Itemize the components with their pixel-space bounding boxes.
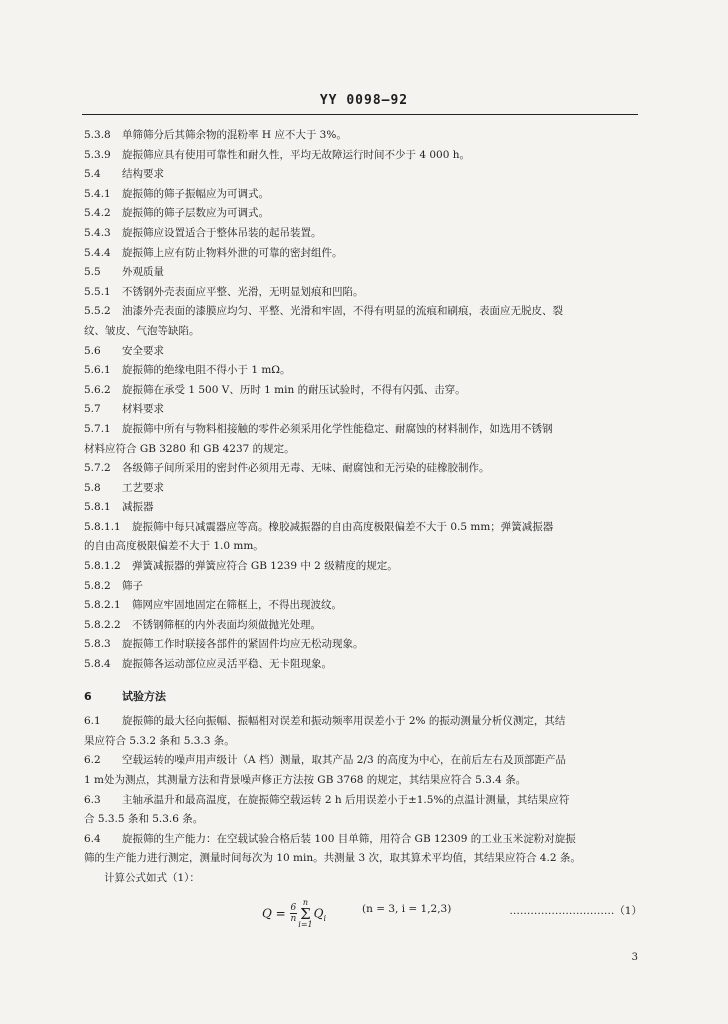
clause-number: 5.8.4 [84, 658, 111, 671]
clause-number: 5.8.3 [84, 638, 111, 651]
clause-number: 5.8.1.1 [84, 520, 121, 533]
clause-text: 主轴承温升和最高温度，在旋振筛空载运转 2 h 后用误差小于±1.5%的点温计测量，其结果应符 [122, 793, 570, 806]
clause-number: 5.6 [84, 344, 101, 357]
clause-text: 旋振筛的最大径向振幅、振幅相对误差和振动频率用误差小于 2% 的振动测量分析仪测定，其结 [122, 715, 566, 728]
calc-intro: 计算公式如式（1）： [104, 871, 200, 884]
formula-fraction: $\frac{6}{n}$ [290, 903, 297, 925]
paragraph-line [84, 712, 642, 732]
page-number: 3 [631, 952, 638, 963]
clause-line [84, 616, 642, 636]
clause-text: 旋振筛各运动部位应灵活平稳、无卡阻现象。 [122, 658, 332, 671]
clause-line [84, 400, 642, 420]
clause-text: 结构要求 [122, 168, 164, 181]
clause-text: 不锈钢筛框的内外表面均须做抛光处理。 [132, 618, 321, 631]
clause-text: 旋振筛在承受 1 500 V、历时 1 min 的耐压试验时，不得有闪弧、击穿。 [122, 383, 466, 396]
clause-line [84, 244, 642, 264]
clause-number: 5.8.1 [84, 501, 111, 514]
clause-number: 5.8 [84, 481, 101, 494]
clause-line [84, 381, 642, 401]
clause-text: 筛网应牢固地固定在筛框上，不得出现波纹。 [132, 599, 342, 612]
formula-condition: (n = 3, i = 1,2,3) [362, 902, 452, 915]
clause-line [84, 498, 642, 518]
clause-number: 5.5.1 [84, 285, 111, 298]
clause-text: 安全要求 [122, 344, 164, 357]
clause-line [84, 655, 642, 675]
clause-list [84, 126, 642, 675]
formula-reference: …………………………（1） [509, 904, 642, 917]
clause-number: 6.2 [84, 754, 101, 767]
clause-line [84, 185, 642, 205]
clause-text: 旋振筛应具有使用可靠性和耐久性，平均无故障运行时间不少于 4 000 h。 [122, 148, 470, 161]
clause-text: 旋振筛的生产能力：在空载试验合格后装 100 目单筛，用符合 GB 12309 的工业玉米淀粉对旋振 [122, 832, 576, 845]
clause-line [84, 283, 642, 303]
clause-number: 5.5 [84, 266, 101, 279]
clause-text: 单筛筛分后其筛余物的混粉率 H 应不大于 3%。 [122, 129, 347, 141]
clause-text: 的自由高度极限偏差不大于 1.0 mm。 [84, 540, 264, 553]
clause-text: 弹簧减振器的弹簧应符合 GB 1239 中 2 级精度的规定。 [132, 560, 398, 573]
clause-number: 5.3.9 [84, 148, 111, 161]
clause-line [84, 479, 642, 499]
clause-line [84, 302, 642, 322]
clause-text: 旋振筛中所有与物料相接触的零件必须采用化学性能稳定、耐腐蚀的材料制作，如选用不锈钢 [122, 422, 553, 435]
clause-number: 5.4.1 [84, 187, 111, 200]
clause-line [84, 577, 642, 597]
clause-text: 旋振筛的绝缘电阻不得小于 1 mΩ。 [122, 364, 291, 377]
clause-number: 5.6.2 [84, 383, 111, 396]
clause-line [84, 342, 642, 362]
standard-code-header: YY 0098—92 [319, 93, 409, 108]
clause-text: 旋振筛的筛子层数应为可调式。 [122, 207, 269, 220]
clause-text: 旋振筛应设置适合于整体吊装的起吊装置。 [122, 226, 322, 239]
clause-text: 工艺要求 [122, 481, 164, 494]
clause-line [84, 557, 642, 577]
clause-number: 5.4.3 [84, 226, 111, 239]
clause-number: 6.4 [84, 832, 101, 845]
clause-text: 旋振筛中每只减震器应等高。橡胶减振器的自由高度极限偏差不大于 0.5 mm；弹簧减振器 [132, 520, 554, 533]
clause-line [84, 537, 642, 557]
paragraph-continuation: 筛的生产能力进行测定，测量时间每次为 10 min。共测量 3 次，取其算术平均值，其结果应符合 4.2 条。 [84, 852, 581, 865]
clause-line [84, 361, 642, 381]
clause-line [84, 440, 642, 460]
sum-symbol: n Σ i=1 [298, 897, 313, 929]
document-body [84, 126, 642, 935]
test-method-paragraphs [84, 712, 642, 869]
clause-line [84, 224, 642, 244]
clause-text: 材料要求 [122, 403, 164, 416]
clause-line [84, 518, 642, 538]
clause-number: 5.8.1.2 [84, 560, 121, 573]
clause-line [84, 596, 642, 616]
paragraph-continuation: 1 m处为测点，其测量方法和背景噪声修正方法按 GB 3768 的规定，其结果应符合 5.3.4 条。 [84, 774, 527, 786]
clause-line [84, 165, 642, 185]
clause-line [84, 146, 642, 166]
clause-number: 6.1 [84, 715, 101, 728]
clause-text: 不锈钢外壳表面应平整、光滑，无明显划痕和凹陷。 [122, 285, 364, 298]
clause-number: 5.4.4 [84, 246, 111, 259]
clause-number: 6.3 [84, 793, 101, 806]
formula-expression: Q = $\frac{6}{n}n$ Σ $i=1Q_i$ [262, 897, 327, 929]
clause-number: 5.4.2 [84, 207, 111, 220]
section-title: 试验方法 [122, 689, 166, 703]
clause-line [84, 204, 642, 224]
clause-text: 空载运转的噪声用声级计（A 档）测量，取其产品 2/3 的高度为中心，在前后左右及顶部距产品 [122, 754, 566, 767]
paragraph-continuation: 合 5.3.5 条和 5.3.6 条。 [84, 813, 204, 826]
formula-block [84, 895, 642, 935]
clause-text: 外观质量 [122, 266, 164, 279]
clause-text: 旋振筛上应有防止物料外泄的可靠的密封组件。 [122, 246, 343, 259]
clause-number: 5.8.2.1 [84, 599, 121, 612]
clause-number: 5.8.2.2 [84, 618, 121, 631]
clause-text: 旋振筛工作时联接各部件的紧固件均应无松动现象。 [122, 638, 364, 651]
clause-line [84, 263, 642, 283]
clause-text: 纹、皱皮、气泡等缺陷。 [84, 324, 200, 337]
clause-number: 5.8.2 [84, 579, 111, 592]
clause-line [84, 420, 642, 440]
paragraph-line [84, 751, 642, 771]
clause-number: 5.4 [84, 168, 101, 181]
paragraph-line [84, 830, 642, 850]
paragraph-continuation: 果应符合 5.3.2 条和 5.3.3 条。 [84, 734, 235, 747]
clause-number: 5.7 [84, 403, 101, 416]
clause-number: 5.3.8 [84, 129, 111, 141]
clause-text: 油漆外壳表面的漆膜应均匀、平整、光滑和牢固，不得有明显的流痕和刷痕，表面应无脱皮、裂 [122, 305, 563, 318]
section-number: 6 [84, 689, 92, 703]
clause-line [84, 126, 642, 146]
clause-number: 5.5.2 [84, 305, 111, 318]
clause-text: 筛子 [122, 579, 143, 592]
header-rule [82, 114, 638, 115]
clause-text: 减振器 [122, 501, 154, 514]
clause-line [84, 635, 642, 655]
clause-line [84, 322, 642, 342]
clause-text: 各级筛子间所采用的密封件必须用无毒、无味、耐腐蚀和无污染的硅橡胶制作。 [122, 462, 490, 475]
clause-number: 5.7.1 [84, 422, 111, 435]
section-heading [84, 687, 642, 707]
clause-number: 5.6.1 [84, 364, 111, 377]
clause-number: 5.7.2 [84, 462, 111, 475]
clause-text: 旋振筛的筛子振幅应为可调式。 [122, 187, 269, 200]
clause-line [84, 459, 642, 479]
clause-text: 材料应符合 GB 3280 和 GB 4237 的规定。 [84, 442, 295, 455]
paragraph-line [84, 791, 642, 811]
